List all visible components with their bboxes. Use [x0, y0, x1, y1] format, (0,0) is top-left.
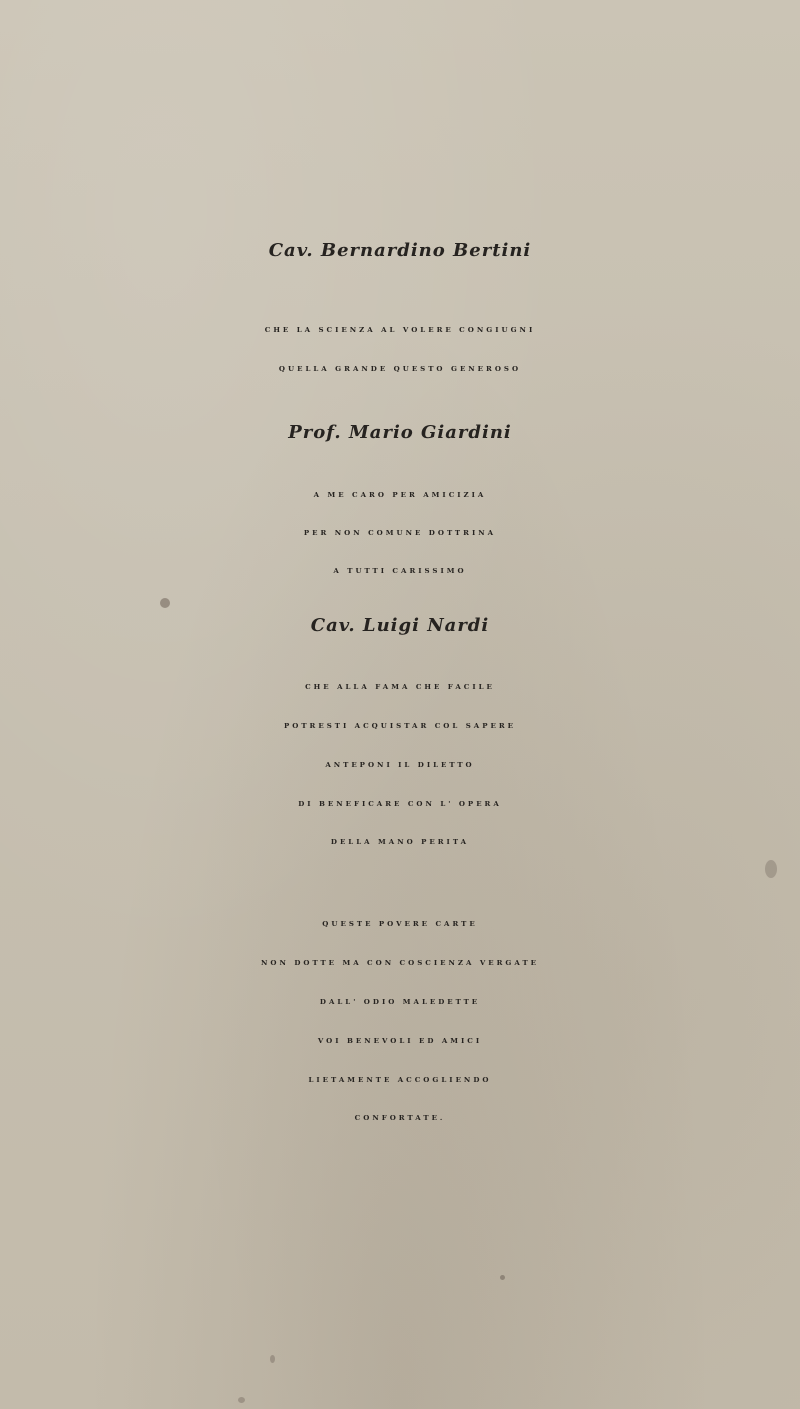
dedicatee-name-nardi: Cav. Luigi Nardi	[310, 615, 490, 636]
dedication-line: LIETAMENTE ACCOGLIENDO	[308, 1075, 492, 1084]
dedication-line: QUESTE POVERE CARTE	[322, 919, 478, 928]
dedication-line: A ME CARO PER AMICIZIA	[313, 490, 487, 499]
dedication-line: CONFORTATE.	[354, 1113, 446, 1122]
dedication-line: PER NON COMUNE DOTTRINA	[303, 528, 497, 537]
dedication-line: QUELLA GRANDE QUESTO GENEROSO	[278, 364, 522, 373]
paper-stain	[500, 1275, 505, 1280]
dedication-line: POTRESTI ACQUISTAR COL SAPERE	[283, 721, 516, 730]
dedication-line: VOI BENEVOLI ED AMICI	[317, 1036, 483, 1045]
paper-stain	[160, 598, 170, 608]
dedication-line: DI BENEFICARE CON L' OPERA	[298, 799, 502, 808]
dedication-line: DALL' ODIO MALEDETTE	[319, 997, 481, 1006]
dedication-line: CHE ALLA FAMA CHE FACILE	[305, 682, 495, 691]
dedication-line: A TUTTI CARISSIMO	[333, 566, 467, 575]
dedication-line: DELLA MANO PERITA	[330, 837, 470, 846]
paper-stain	[270, 1355, 275, 1363]
paper-stain	[238, 1397, 245, 1403]
dedicatee-name-giardini: Prof. Mario Giardini	[288, 422, 512, 443]
dedicatee-name-bertini: Cav. Bernardino Bertini	[268, 240, 532, 261]
dedication-line: CHE LA SCIENZA AL VOLERE CONGIUGNI	[264, 325, 536, 334]
paper-stain	[765, 860, 777, 878]
dedication-line: NON DOTTE MA CON COSCIENZA VERGATE	[261, 958, 539, 967]
dedication-line: ANTEPONI IL DILETTO	[325, 760, 475, 769]
